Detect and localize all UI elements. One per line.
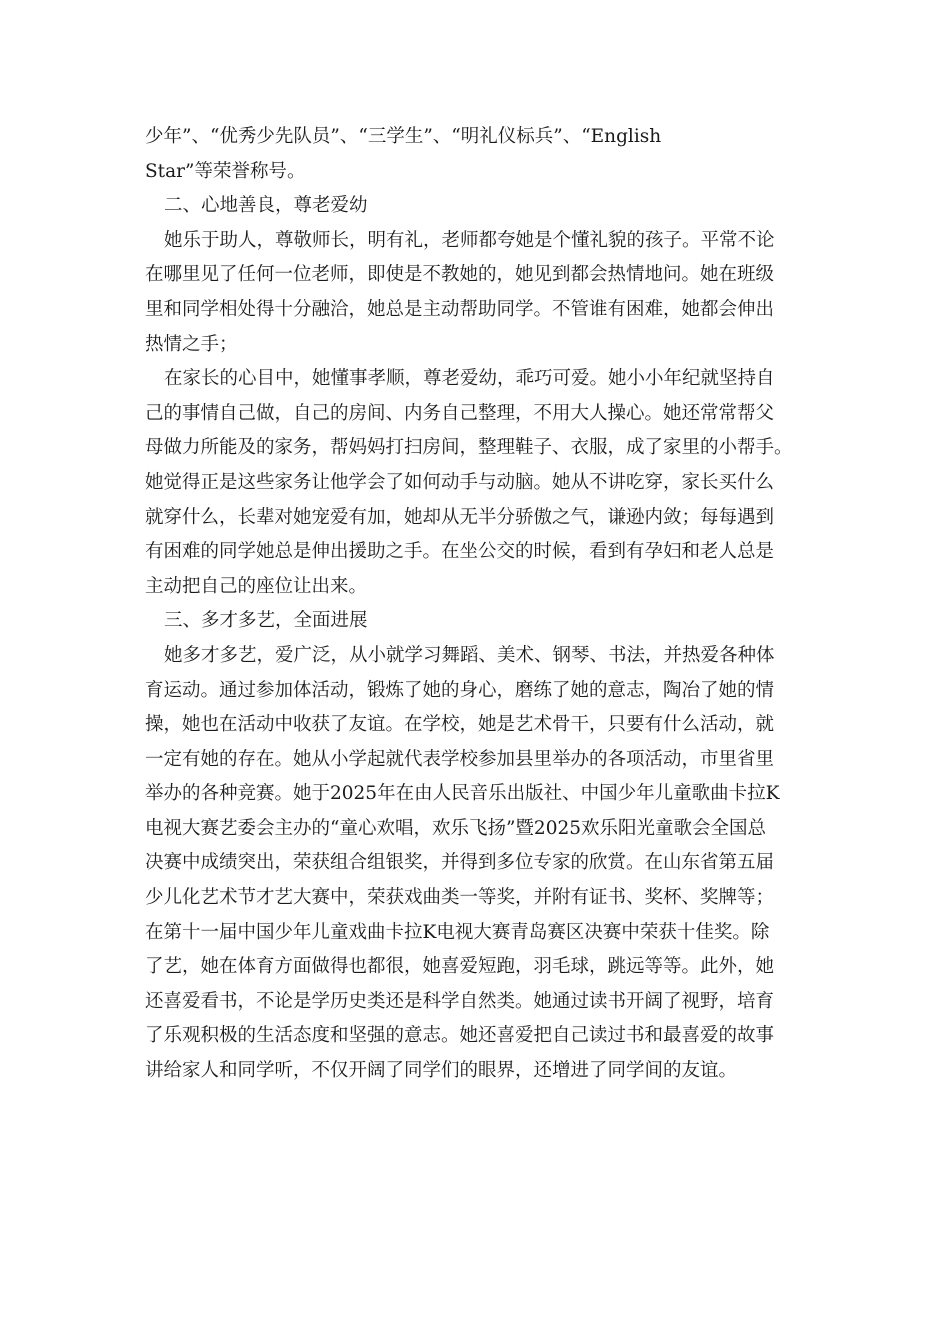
- text-line: 热情之手；: [145, 333, 238, 355]
- text-line: Star”等荣誉称号。: [145, 160, 306, 182]
- text-line: 有困难的同学她总是伸出援助之手。在坐公交的时候，看到有孕妇和老人总是: [145, 541, 775, 563]
- document-body: [145, 120, 805, 1089]
- text-line: 一定有她的存在。她从小学起就代表学校参加县里举办的各项活动，市里省里: [145, 748, 775, 770]
- text-line: 在哪里见了任何一位老师，即使是不教她的，她见到都会热情地问。她在班级: [145, 264, 775, 286]
- text-line: 己的事情自己做，自己的房间、内务自己整理，不用大人操心。她还常常帮父: [145, 402, 775, 424]
- text-line: 电视大赛艺委会主办的“童心欢唱，欢乐飞扬”暨2025欢乐阳光童歌会全国总: [145, 817, 766, 839]
- text-line: 里和同学相处得十分融洽，她总是主动帮助同学。不管谁有困难，她都会伸出: [145, 298, 775, 320]
- text-line: 在第十一届中国少年儿童戏曲卡拉K电视大赛青岛赛区决赛中荣获十佳奖。除: [145, 921, 770, 943]
- text-line: 还喜爱看书，不论是学历史类还是科学自然类。她通过读书开阔了视野，培育: [145, 990, 775, 1012]
- text-line: 三、多才多艺，全面进展: [164, 610, 368, 632]
- text-line: 举办的各种竞赛。她于2025年在由人民音乐出版社、中国少年儿童歌曲卡拉K: [145, 783, 780, 805]
- text-line: 二、心地善良，尊老爱幼: [164, 195, 368, 217]
- text-line: 操，她也在活动中收获了友谊。在学校，她是艺术骨干，只要有什么活动，就: [145, 714, 775, 736]
- text-line: 她乐于助人，尊敬师长，明有礼，老师都夸她是个懂礼貌的孩子。平常不论: [164, 229, 775, 251]
- text-line: 讲给家人和同学听，不仅开阔了同学们的眼界，还增进了同学间的友谊。: [145, 1060, 738, 1082]
- text-line: 了艺，她在体育方面做得也都很，她喜爱短跑，羽毛球，跳远等等。此外，她: [145, 956, 775, 978]
- text-line: 少年”、“优秀少先队员”、“三学生”、“明礼仪标兵”、“English: [145, 126, 662, 147]
- text-line: 她觉得正是这些家务让他学会了如何动手与动脑。她从不讲吃穿，家长买什么: [145, 471, 775, 493]
- text-line: 就穿什么，长辈对她宠爱有加，她却从无半分骄傲之气，谦逊内敛；每每遇到: [145, 506, 775, 528]
- text-line: 主动把自己的座位让出来。: [145, 575, 368, 597]
- text-line: 决赛中成绩突出，荣获组合组银奖，并得到多位专家的欣赏。在山东省第五届: [145, 852, 775, 874]
- text-line: 她多才多艺，爱广泛，从小就学习舞蹈、美术、钢琴、书法，并热爱各种体: [164, 644, 775, 666]
- text-line: 少儿化艺术节才艺大赛中，荣获戏曲类一等奖，并附有证书、奖杯、奖牌等；: [145, 887, 775, 909]
- text-line: 育运动。通过参加体活动，锻炼了她的身心，磨练了她的意志，陶冶了她的情: [145, 679, 775, 701]
- text-line: 在家长的心目中，她懂事孝顺，尊老爱幼，乖巧可爱。她小小年纪就坚持自: [164, 368, 775, 390]
- text-line: 了乐观积极的生活态度和坚强的意志。她还喜爱把自己读过书和最喜爱的故事: [145, 1025, 775, 1047]
- text-line: 母做力所能及的家务，帮妈妈打扫房间，整理鞋子、衣服，成了家里的小帮手。: [145, 437, 793, 459]
